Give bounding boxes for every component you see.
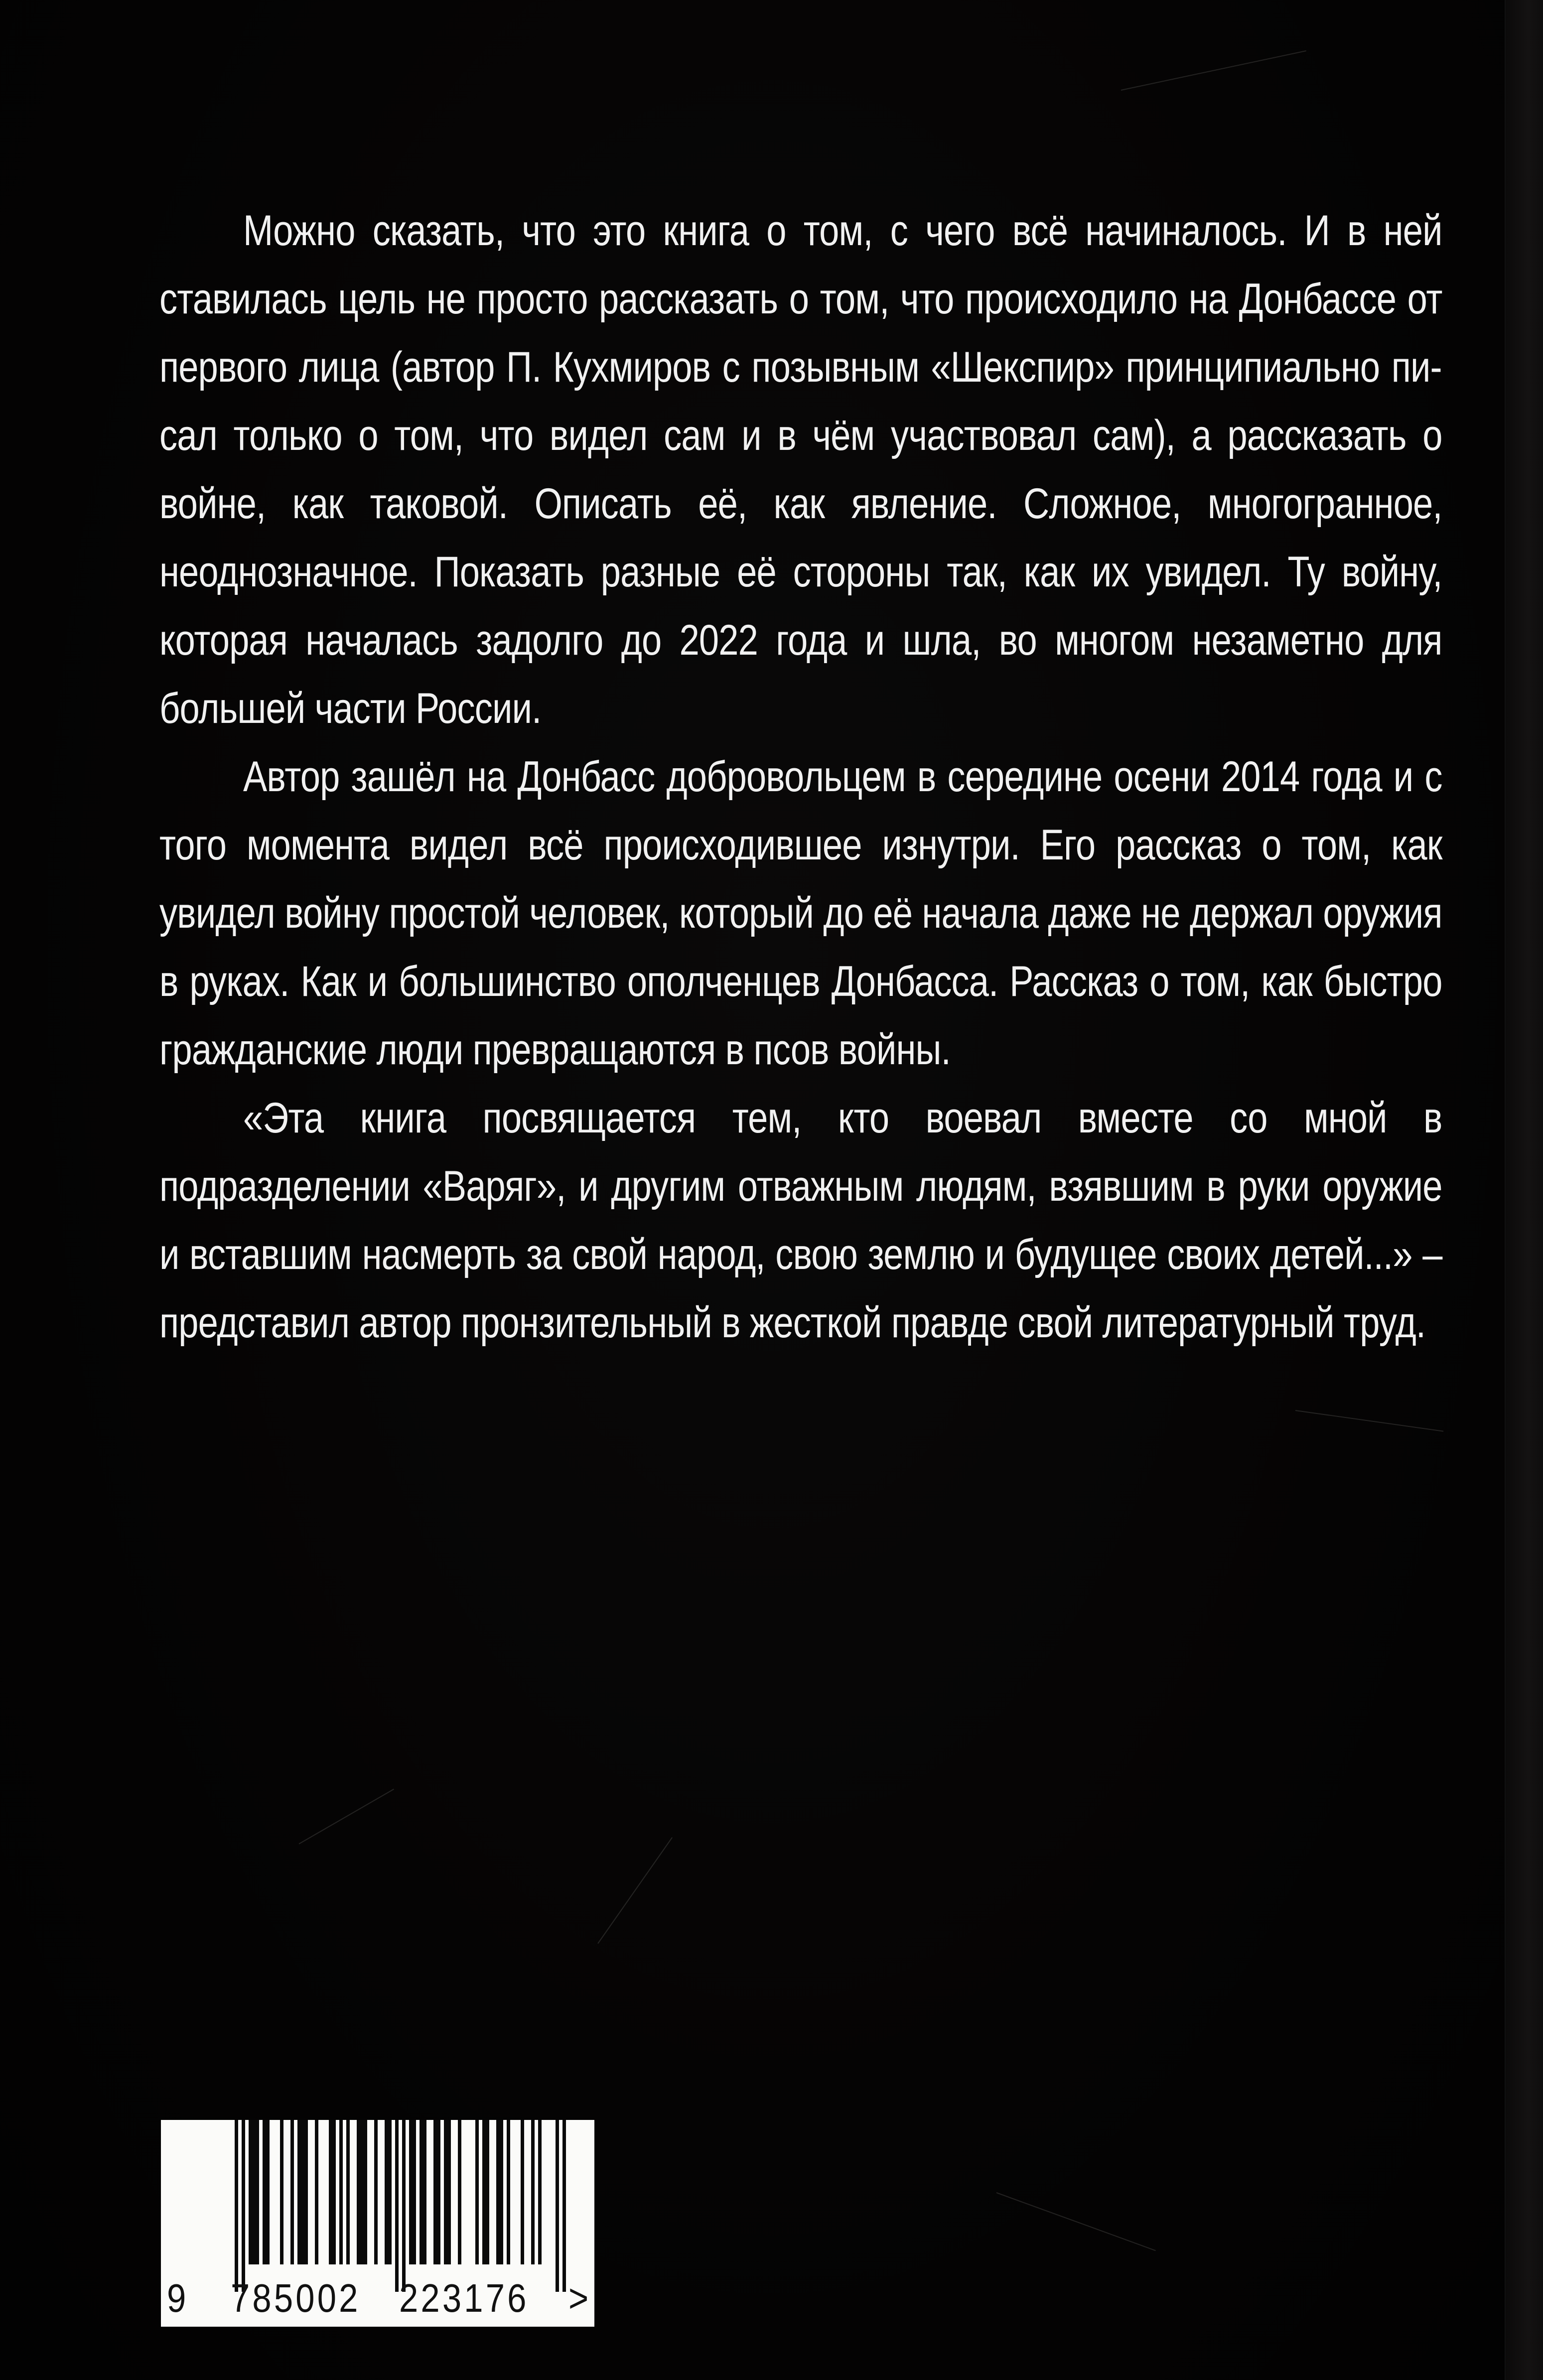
surface-scratch xyxy=(1121,50,1306,91)
isbn-barcode xyxy=(161,2120,594,2327)
surface-scratch xyxy=(996,2192,1156,2251)
surface-scratch xyxy=(299,1789,395,1844)
blurb-paragraph-3: «Эта книга посвящается тем, кто воевал вместе со мной в подразделении «Варяг», и другим отважным людям, взявшим в руки оружие и вставшим насмерть за свой народ, свою землю и будущее своих детей...» – представил автор пронзительный в жесткой правде свой литературный труд. xyxy=(159,1094,1442,1347)
barcode-quiet-zone-marker: > xyxy=(568,2276,589,2320)
surface-scratch xyxy=(1295,1410,1443,1432)
book-spine-edge xyxy=(1505,0,1543,2380)
blurb-paragraph-1: Можно сказать, что это книга о том, с чего всё начиналось. И в ней ставилась цель не просто рассказать о том, что происходило на Донбассе от первого лица (автор П. Кухмиров с позывным «Шекспир» принципиально писал только о том, что видел сам и в чём участвовал сам), а рассказать о войне, как таковой. Описать её, как явление. Сложное, многогранное, неоднозначное. Показать разные её стороны так, как их увидел. Ту войну, которая началась задолго до 2022 года и шла, во многом незаметно для большей части России. xyxy=(159,207,1442,732)
barcode-bars-icon xyxy=(161,2120,594,2327)
blurb-paragraph-2: Автор зашёл на Донбасс добровольцем в середине осени 2014 года и с того момента видел всё происходившее изнутри. Его рассказ о том, как увидел войну простой человек, который до её начала даже не держал оружия в руках. Как и большинство ополченцев Донбасса. Рассказ о том, как быстро гражданские люди превращаются в псов войны. xyxy=(159,753,1442,1074)
blurb-text xyxy=(159,197,1442,1357)
barcode-right-group: 223176 xyxy=(399,2276,529,2320)
barcode-left-group: 785002 xyxy=(231,2276,361,2320)
barcode-first-digit: 9 xyxy=(167,2276,186,2320)
surface-scratch xyxy=(597,1837,673,1944)
